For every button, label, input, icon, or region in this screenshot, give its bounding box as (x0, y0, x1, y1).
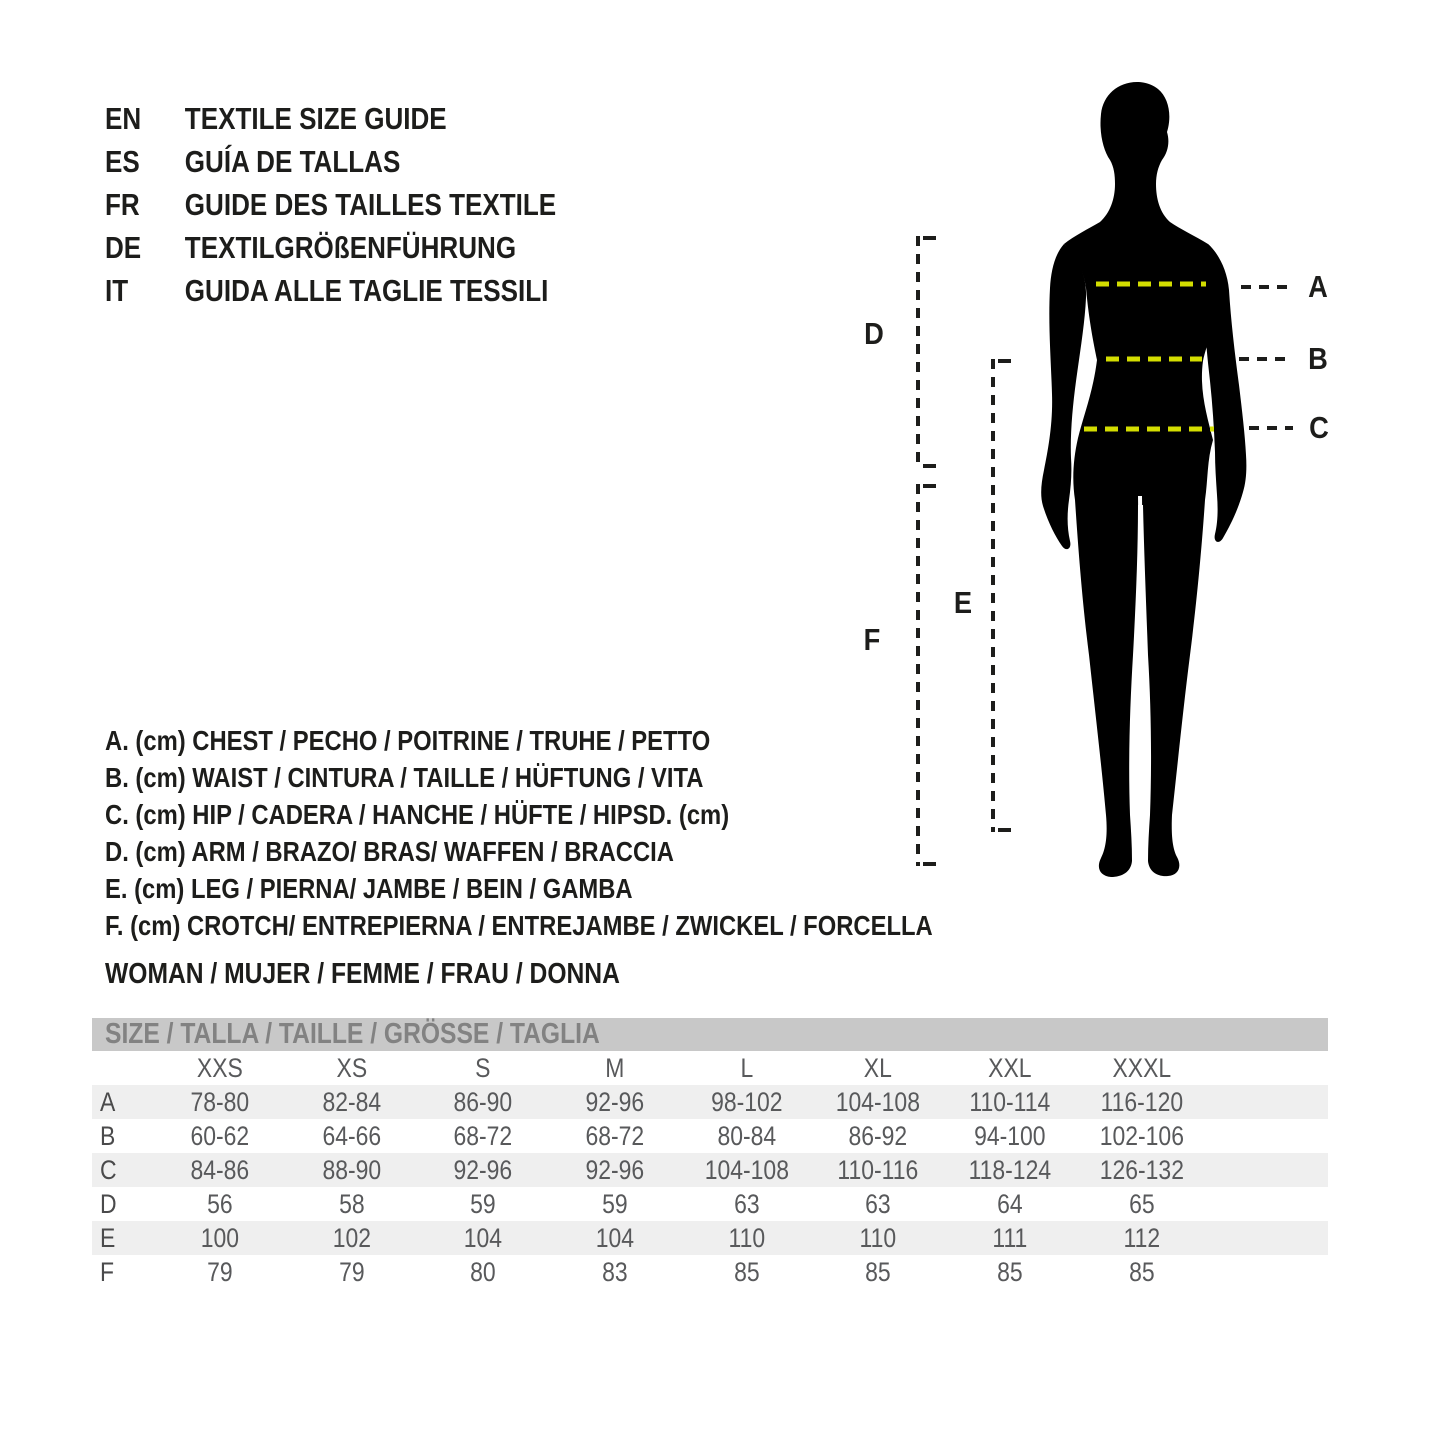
size-header-row (92, 1051, 1328, 1085)
cell-b-xxs: 60-62 (190, 1121, 250, 1151)
cell-b-xxxl: 102-106 (1099, 1121, 1184, 1151)
cell-d-m: 59 (602, 1189, 628, 1219)
cell-b-s: 68-72 (453, 1121, 513, 1151)
cell-c-xs: 88-90 (322, 1155, 381, 1185)
marker-label-b: B (1308, 341, 1328, 376)
cell-a-m: 92-96 (585, 1087, 645, 1117)
cell-f-xxxl: 85 (1128, 1257, 1155, 1287)
marker-label-d: D (864, 316, 884, 351)
cell-e-s: 104 (464, 1223, 503, 1253)
table-row-e (92, 1221, 1328, 1255)
cell-d-l: 63 (733, 1189, 760, 1219)
legend-line-f: F. (cm) CROTCH/ ENTREPIERNA / ENTREJAMBE / ZWICKEL / FORCELLA (105, 910, 933, 941)
cell-c-xl: 110-116 (837, 1155, 919, 1185)
row-label-b: B (100, 1121, 116, 1151)
language-title-block (105, 97, 642, 312)
cell-a-xl: 104-108 (836, 1087, 921, 1117)
size-table-header (92, 1018, 1328, 1051)
row-label-c: C (100, 1155, 117, 1185)
cell-c-s: 92-96 (453, 1155, 513, 1185)
cell-a-xxl: 110-114 (969, 1087, 1051, 1117)
legend-line-e: E. (cm) LEG / PIERNA/ JAMBE / BEIN / GAMBA (105, 873, 633, 904)
cell-d-xl: 63 (865, 1189, 892, 1219)
size-col-xxs: XXS (196, 1053, 243, 1083)
size-col-s: S (475, 1053, 491, 1083)
size-col-xl: XL (864, 1053, 893, 1083)
table-row-a (92, 1085, 1328, 1119)
guide-title-fr: GUIDE DES TAILLES TEXTILE (184, 187, 557, 222)
table-row-b (92, 1119, 1328, 1153)
cell-e-l: 110 (728, 1223, 765, 1253)
measurement-legend (105, 722, 1079, 944)
legend-line-d: D. (cm) ARM / BRAZO/ BRAS/ WAFFEN / BRACCIA (105, 836, 674, 867)
woman-silhouette-body (1064, 82, 1225, 877)
language-row-es (105, 140, 556, 183)
cell-a-xs: 82-84 (322, 1087, 381, 1117)
size-col-l: L (740, 1053, 753, 1083)
size-col-xs: XS (336, 1053, 367, 1083)
cell-f-xl: 85 (865, 1257, 892, 1287)
language-code-fr: FR (105, 187, 140, 222)
cell-a-s: 86-90 (453, 1087, 513, 1117)
cell-c-m: 92-96 (585, 1155, 645, 1185)
table-row-c (92, 1153, 1328, 1187)
table-row-f (92, 1255, 1328, 1289)
cell-f-l: 85 (733, 1257, 760, 1287)
language-row-it (105, 269, 556, 312)
row-label-d: D (100, 1189, 117, 1219)
woman-silhouette-right-arm (1205, 244, 1247, 542)
cell-b-xxl: 94-100 (974, 1121, 1046, 1151)
guide-title-es: GUÍA DE TALLAS (184, 144, 401, 179)
cell-e-xl: 110 (859, 1223, 897, 1253)
marker-label-a: A (1308, 269, 1328, 304)
cell-f-m: 83 (602, 1257, 628, 1287)
cell-f-xxs: 79 (207, 1257, 233, 1287)
row-label-a: A (100, 1087, 116, 1117)
legend-line-c: C. (cm) HIP / CADERA / HANCHE / HÜFTE / HIPSD. (cm) (105, 799, 730, 830)
cell-d-xxxl: 65 (1128, 1189, 1155, 1219)
cell-c-xxxl: 126-132 (1099, 1155, 1184, 1185)
cell-a-xxxl: 116-120 (1100, 1087, 1183, 1117)
cell-b-m: 68-72 (585, 1121, 645, 1151)
language-row-fr (105, 183, 556, 226)
marker-label-f: F (863, 622, 881, 657)
cell-b-xl: 86-92 (848, 1121, 908, 1151)
cell-d-s: 59 (470, 1189, 496, 1219)
row-label-f: F (100, 1257, 115, 1287)
size-col-m: M (605, 1053, 625, 1083)
cell-c-l: 104-108 (704, 1155, 789, 1185)
cell-e-m: 104 (595, 1223, 635, 1253)
cell-d-xs: 58 (338, 1189, 365, 1219)
language-row-de (105, 226, 556, 269)
guide-title-it: GUIDA ALLE TAGLIE TESSILI (184, 273, 549, 308)
language-code-es: ES (105, 144, 140, 179)
cell-f-xxl: 85 (997, 1257, 1023, 1287)
legend-line-a: A. (cm) CHEST / PECHO / POITRINE / TRUHE / PETTO (105, 725, 711, 756)
language-code-it: IT (105, 273, 129, 308)
guide-title-en: TEXTILE SIZE GUIDE (184, 101, 447, 136)
language-code-en: EN (105, 101, 142, 136)
cell-c-xxl: 118-124 (968, 1155, 1052, 1185)
row-label-e: E (100, 1223, 116, 1253)
cell-a-l: 98-102 (710, 1087, 783, 1117)
cell-c-xxs: 84-86 (190, 1155, 250, 1185)
cell-f-s: 80 (470, 1257, 496, 1287)
marker-label-c: C (1309, 410, 1329, 445)
size-table (92, 1018, 1328, 1289)
section-title-woman: WOMAN / MUJER / FEMME / FRAU / DONNA (105, 958, 620, 990)
cell-b-l: 80-84 (717, 1121, 776, 1151)
language-row-en (105, 97, 556, 140)
cell-e-xs: 102 (332, 1223, 371, 1253)
cell-a-xxs: 78-80 (190, 1087, 250, 1117)
size-table-header-text: SIZE / TALLA / TAILLE / GRÖSSE / TAGLIA (105, 1018, 600, 1050)
cell-b-xs: 64-66 (322, 1121, 381, 1151)
size-col-xxxl: XXXL (1112, 1053, 1171, 1083)
cell-d-xxs: 56 (207, 1189, 233, 1219)
cell-f-xs: 79 (338, 1257, 365, 1287)
leg-separation-line (1139, 496, 1141, 848)
marker-label-e: E (953, 585, 973, 620)
cell-e-xxxl: 112 (1123, 1223, 1160, 1253)
guide-title-de: TEXTILGRÖßENFÜHRUNG (184, 230, 517, 265)
cell-d-xxl: 64 (997, 1189, 1023, 1219)
legend-line-b: B. (cm) WAIST / CINTURA / TAILLE / HÜFTUNG / VITA (105, 762, 704, 793)
size-col-xxl: XXL (988, 1053, 1032, 1083)
cell-e-xxl: 111 (992, 1223, 1028, 1253)
cell-e-xxs: 100 (200, 1223, 239, 1253)
language-code-de: DE (105, 230, 142, 265)
table-row-d (92, 1187, 1328, 1221)
